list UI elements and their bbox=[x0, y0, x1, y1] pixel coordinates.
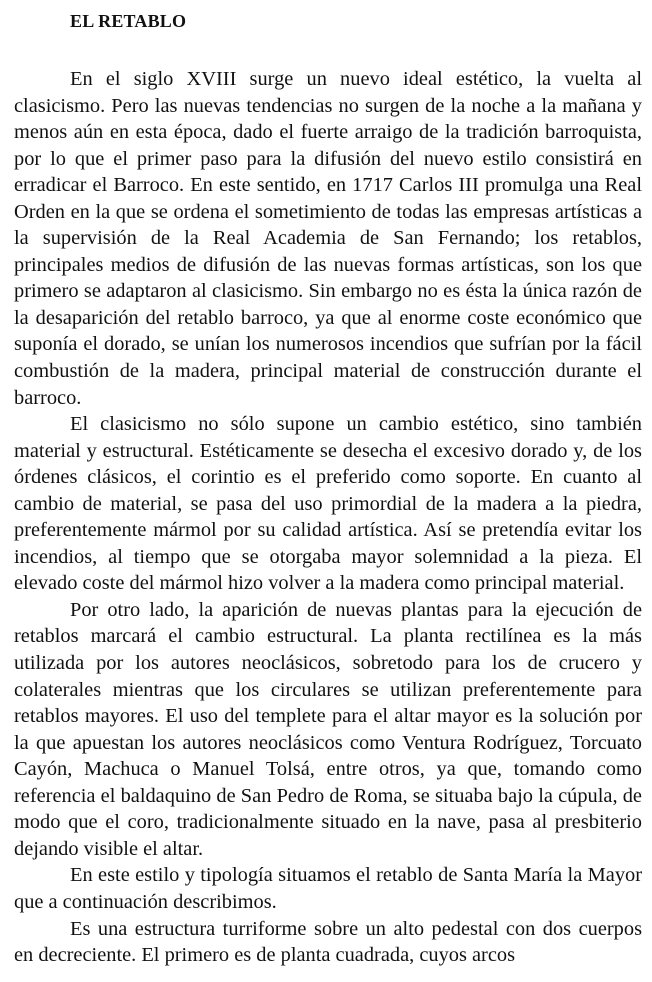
section-title: EL RETABLO bbox=[70, 11, 187, 31]
paragraph: En este estilo y tipología situamos el retablo de Santa María la Mayor que a continuación describimos. bbox=[14, 864, 642, 913]
document-page bbox=[14, 10, 642, 969]
paragraph: Por otro lado, la aparición de nuevas plantas para la ejecución de retablos marcará el cambio estructural. La planta rectilínea es la más utilizada por los autores neoclásicos, sobretodo para los de crucero y colaterales mientras que los circulares se utilizan preferentemente para retablos mayores. El uso del templete para el altar mayor es la solución por la que apuestan los autores neoclásicos como Ventura Rodríguez, Torcuato Cayón, Machuca o Manuel Tolsá, entre otros, ya que, tomando como referencia el baldaquino de San Pedro de Roma, se situaba bajo la cúpula, de modo que el coro, tradicionalmente situado en la nave, pasa al presbiterio dejando visible el altar. bbox=[14, 598, 642, 860]
paragraph: El clasicismo no sólo supone un cambio estético, sino también material y estructural. Estéticamente se desecha el excesivo dorado y, de los órdenes clásicos, el corintio es el preferido como soporte. En cuanto al cambio de material, se pasa del uso primordial de la madera a la piedra, preferentemente mármol por su calidad artística. Así se pretendía evitar los incendios, al tiempo que se otorgaba mayor solemnidad a la pieza. El elevado coste del mármol hizo volver a la madera como principal material. bbox=[14, 413, 642, 595]
paragraph: En el siglo XVIII surge un nuevo ideal estético, la vuelta al clasicismo. Pero las nuevas tendencias no surgen de la noche a la mañana y menos aún en esta época, dado el fuerte arraigo de la tradición barroquista, por lo que el primer paso para la difusión del nuevo estilo consistirá en erradicar el Barroco. En este sentido, en 1717 Carlos III promulga una Real Orden en la que se ordena el sometimiento de todas las empresas artísticas a la supervisión de la Real Academia de San Fernando; los retablos, principales medios de difusión de las nuevas formas artísticas, son los que primero se adaptaron al clasicismo. Sin embargo no es ésta la única razón de la desaparición del retablo barroco, ya que al enorme coste económico que suponía el dorado, se unían los numerosos incendios que sufrían por la fácil combustión de la madera, principal material de construcción durante el barroco. bbox=[14, 68, 642, 409]
document-body bbox=[14, 66, 642, 969]
paragraph: Es una estructura turriforme sobre un alto pedestal con dos cuerpos en decreciente. El primero es de planta cuadrada, cuyos arcos bbox=[14, 917, 642, 967]
